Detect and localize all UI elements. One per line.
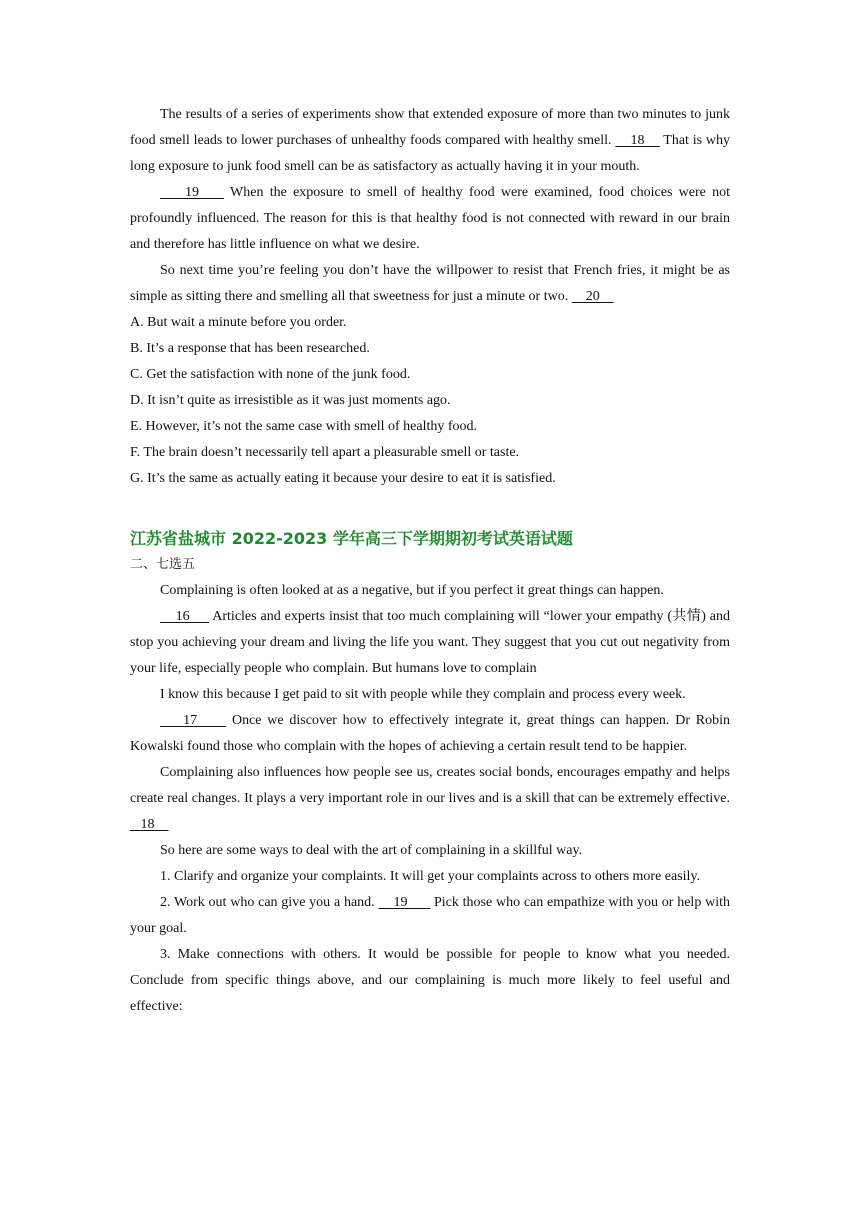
text: Once we discover how to effectively integrate it, great things can happen. Dr Robin Kowalski found those who complain with the hopes of achieving a certain result tend to be happier. — [130, 713, 731, 754]
option-a: A. But wait a minute before you order. — [130, 315, 347, 330]
paragraph: 3. Make connections with others. It would be possible for people to know what you needed. Conclude from specific things above, and our complaining is much more likely to feel useful and effective: — [130, 947, 730, 1014]
blank-19: 19 — [160, 185, 225, 200]
paragraph — [130, 180, 730, 258]
blank-16: 16 — [160, 609, 210, 624]
paragraph — [130, 102, 730, 180]
exam-title: 江苏省盐城市 2022-2023 学年高三下学期期初考试英语试题 — [130, 529, 573, 548]
text: The results of a series of experiments show that extended exposure of more than two minutes to junk food smell leads to lower purchases of unhealthy foods compared with healthy smell. — [130, 107, 730, 148]
paragraph: Complaining is often looked at as a negative, but if you perfect it great things can happen. — [160, 583, 664, 598]
paragraph: I know this because I get paid to sit with people while they complain and process every week. — [160, 687, 686, 702]
option-e: E. However, it’s not the same case with smell of healthy food. — [130, 419, 478, 434]
paragraph: 1. Clarify and organize your complaints. It will get your complaints across to others more easily. — [160, 869, 701, 884]
paragraph: So here are some ways to deal with the art of complaining in a skillful way. — [160, 843, 583, 858]
text: Pick those who can empathize with you or help with your goal. — [130, 895, 730, 936]
paragraph — [130, 604, 730, 682]
paragraph — [130, 890, 730, 942]
document-page — [130, 102, 730, 1020]
option-g: G. It’s the same as actually eating it because your desire to eat it is satisfied. — [130, 471, 556, 486]
text: So next time you’re feeling you don’t have the willpower to resist that French fries, it might be as simple as sitting there and smelling all that sweetness for just a minute or two. — [130, 263, 730, 304]
option-b: B. It’s a response that has been researched. — [130, 341, 370, 356]
text: When the exposure to smell of healthy food were examined, food choices were not profoundly influenced. The reason for this is that healthy food is not connected with reward in our brain and therefore has little influence on what we desire. — [130, 185, 731, 252]
text: Articles and experts insist that too much complaining will “lower your empathy (共情) and stop you achieving your dream and living the life you want. They suggest that you cut out negativity from your life, especially people who complain. But humans love to complain — [130, 609, 730, 676]
blank-19b: 19 — [378, 895, 431, 910]
option-f: F. The brain doesn’t necessarily tell apart a pleasurable smell or taste. — [130, 445, 520, 460]
blank-17: 17 — [160, 713, 227, 728]
blank-18b: 18 — [130, 817, 169, 832]
option-c: C. Get the satisfaction with none of the junk food. — [130, 367, 411, 382]
paragraph — [130, 760, 730, 838]
paragraph — [130, 708, 730, 760]
spacer — [130, 492, 730, 526]
text: 2. Work out who can give you a hand. — [160, 895, 379, 910]
option-d: D. It isn’t quite as irresistible as it was just moments ago. — [130, 393, 451, 408]
paragraph — [130, 258, 730, 310]
text: Complaining also influences how people see us, creates social bonds, encourages empathy and helps create real changes. It plays a very important role in our lives and is a skill that can be extremely effective. — [130, 765, 730, 806]
section-heading: 二、七选五 — [130, 557, 196, 572]
blank-18: 18 — [615, 133, 660, 148]
blank-20: 20 — [571, 289, 614, 304]
text: That is why long exposure to junk food smell can be as satisfactory as actually having it in your mouth. — [130, 133, 730, 174]
